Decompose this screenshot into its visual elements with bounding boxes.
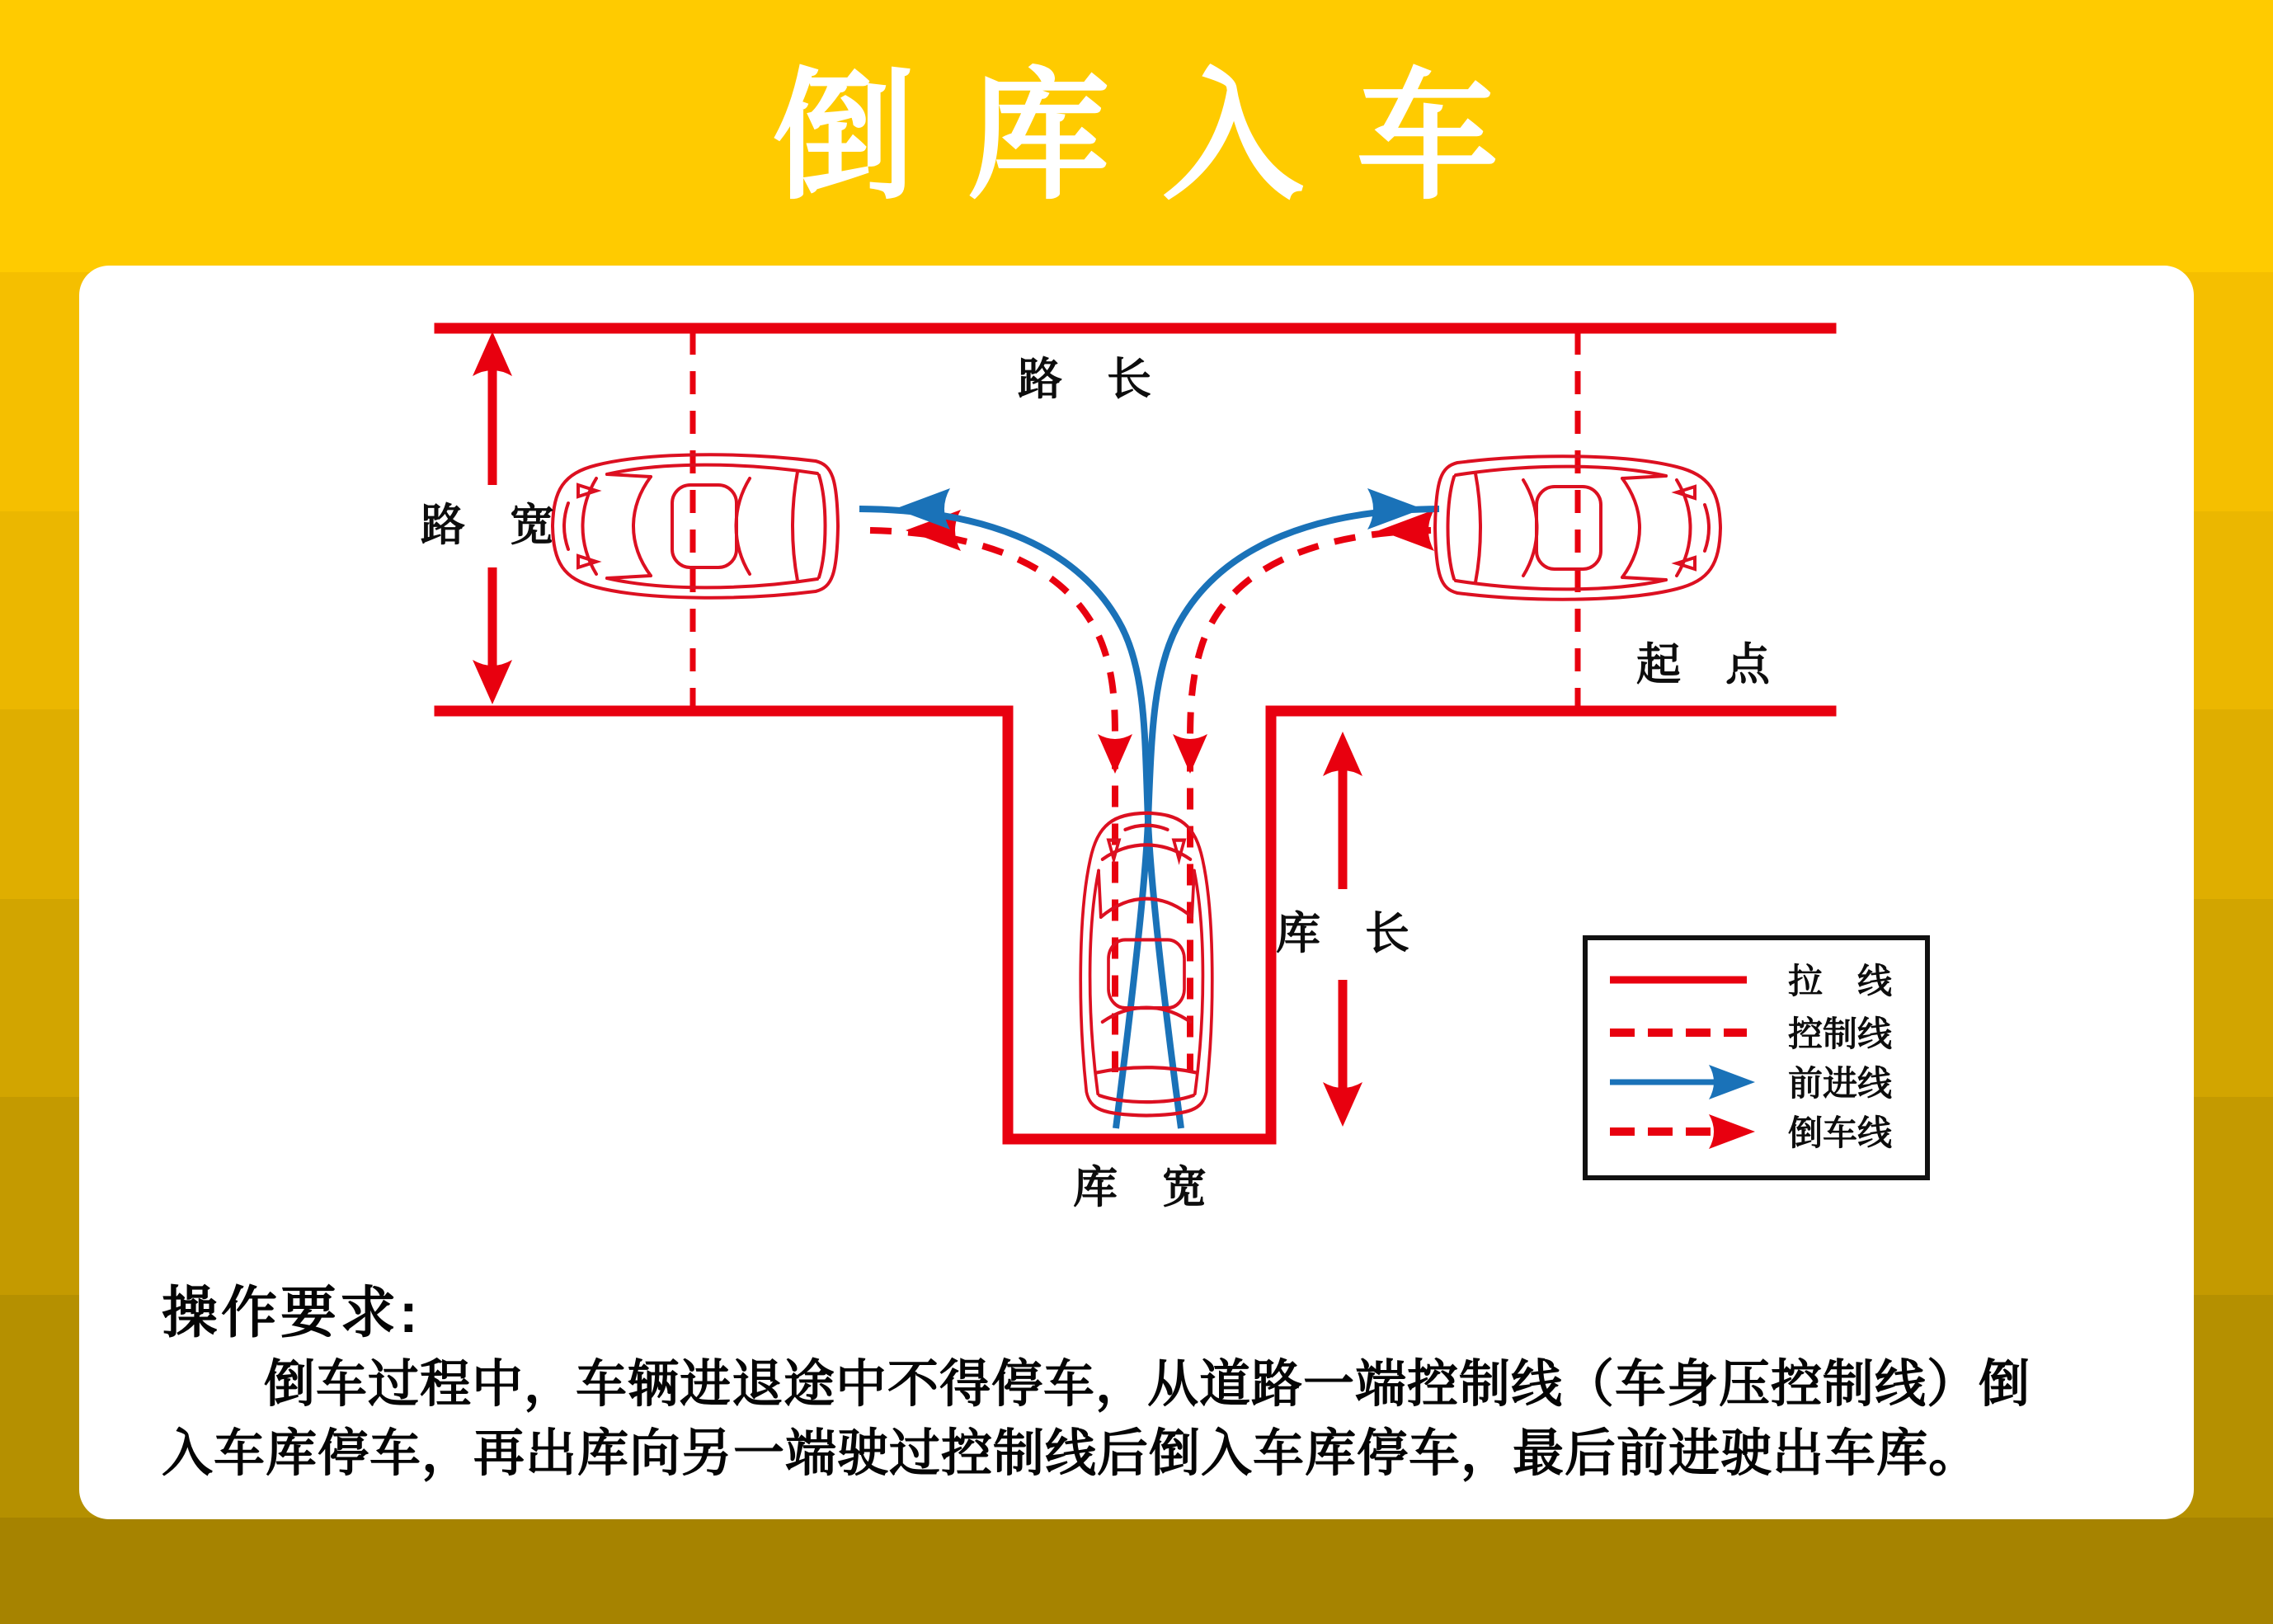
legend bbox=[1585, 938, 1927, 1178]
page-title: 倒 库 入 车 bbox=[773, 58, 1500, 216]
road-width-label: 路 宽 bbox=[421, 501, 554, 550]
start-point-label: 起 点 bbox=[1636, 640, 1770, 690]
forward-lines bbox=[859, 509, 1439, 1128]
reverse-line-right bbox=[1190, 530, 1431, 1072]
requirements-text-line1: 倒车过程中，车辆进退途中不得停车，从道路一端控制线（车身压控制线）倒 bbox=[264, 1356, 2031, 1413]
garage-width-label: 库 宽 bbox=[1073, 1163, 1207, 1212]
arrowhead-down bbox=[473, 660, 512, 704]
legend-label-pull-line: 拉 线 bbox=[1788, 962, 1893, 1000]
road-length-label: 路 长 bbox=[1018, 355, 1151, 404]
garage-length-label: 库 长 bbox=[1276, 909, 1409, 958]
requirements-heading: 操作要求: bbox=[162, 1282, 421, 1344]
forward-line-right bbox=[1116, 509, 1439, 1128]
cars bbox=[553, 454, 1720, 1115]
arrowhead-down bbox=[1323, 1082, 1362, 1127]
dimension-arrowheads bbox=[473, 332, 1362, 1127]
arrowhead-up bbox=[473, 332, 512, 376]
dimension-arrows bbox=[492, 370, 1343, 1090]
reverse-arrowhead-into-garage-left bbox=[1098, 734, 1132, 774]
legend-label-control-line: 控制线 bbox=[1788, 1014, 1893, 1053]
forward-arrowhead-left bbox=[895, 488, 950, 530]
legend-label-forward-line: 前进线 bbox=[1788, 1064, 1893, 1103]
legend-label-reverse-line: 倒车线 bbox=[1788, 1113, 1893, 1152]
reverse-line-left bbox=[870, 530, 1115, 1072]
forward-line-left bbox=[859, 509, 1181, 1128]
requirements-text-line2: 入车库停车，再出库向另一端驶过控制线后倒入车库停车，最后前进驶出车库。 bbox=[162, 1425, 1981, 1482]
arrowhead-up bbox=[1323, 732, 1362, 776]
reverse-arrowhead-into-garage-right bbox=[1173, 734, 1207, 774]
